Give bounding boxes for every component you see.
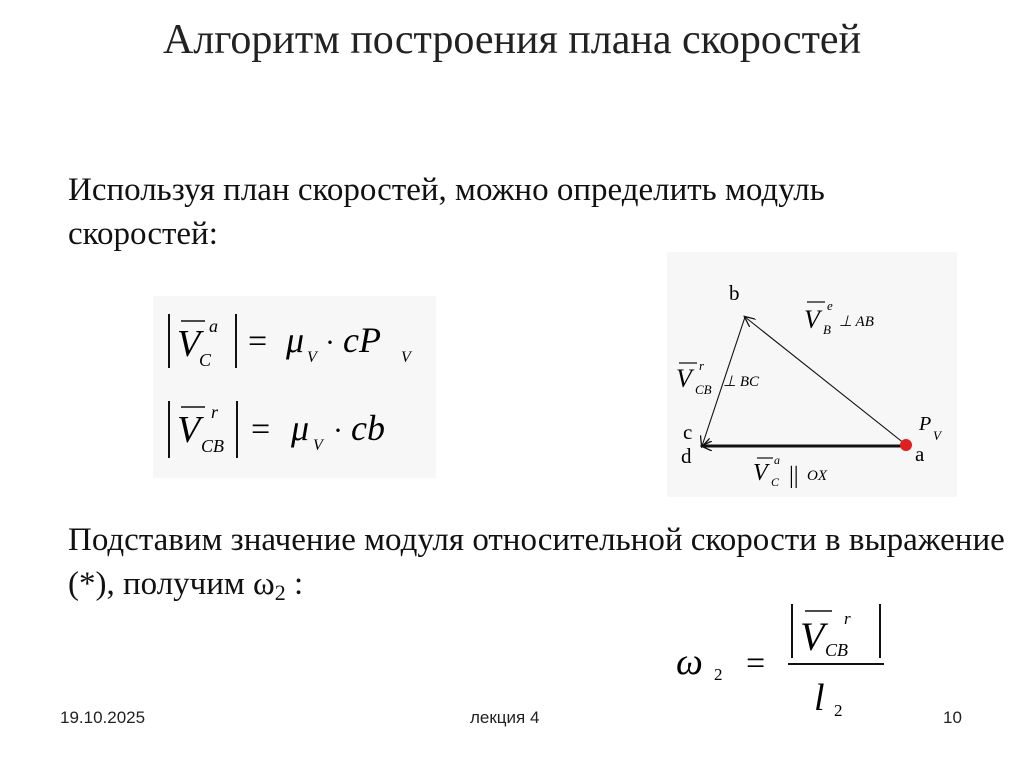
label-d: d <box>681 444 692 468</box>
formula-2-rhs: cb <box>351 408 385 448</box>
paragraph-substitute-text: Подставим значение модуля относительной скорости в выражение (*), получим ω <box>68 522 1005 602</box>
vcb-v: V <box>676 364 692 393</box>
omega-subscript: 2 <box>274 580 286 605</box>
omega-den-sub: 2 <box>834 701 843 720</box>
formula-1-v: V <box>177 323 201 365</box>
formula-panel <box>153 296 436 478</box>
vb-v: V <box>804 305 820 334</box>
formula-2 <box>169 401 385 458</box>
vc-sub: C <box>771 475 780 489</box>
slide-title: Алгоритм построения плана скоростей <box>162 17 862 63</box>
omega-lhs-sub: 2 <box>714 665 723 684</box>
formula-svg <box>153 296 436 478</box>
vb-sup: e <box>827 298 833 313</box>
pv-point <box>900 439 912 451</box>
vcb-sub: CB <box>695 382 712 397</box>
vc-par: || <box>789 463 799 489</box>
vc-v: V <box>753 460 768 486</box>
vb-sub: B <box>823 322 831 337</box>
omega-eq: = <box>746 645 766 682</box>
omega-den: l <box>814 677 825 719</box>
formula-2-mu-sub: V <box>313 437 323 454</box>
velocity-plan-diagram <box>667 252 957 497</box>
formula-2-v: V <box>177 409 201 451</box>
omega-v: V <box>800 614 825 659</box>
omega-formula <box>672 598 902 723</box>
formula-2-dot: · <box>333 414 343 447</box>
vcb-perp: ⊥ BC <box>723 374 759 390</box>
label-pv-sub: V <box>933 428 941 443</box>
paragraph-intro: Используя план скоростей, можно определить модуль скоростей: <box>68 172 825 252</box>
formula-2-sup: r <box>211 402 219 422</box>
formula-1-eq: = <box>248 323 268 360</box>
omega-sup: r <box>844 609 851 628</box>
label-vb <box>804 298 874 337</box>
paragraph-substitute-end: : <box>285 566 304 602</box>
diagram-svg <box>667 252 957 497</box>
formula-1-rhs-sub: V <box>401 349 411 366</box>
footer-date: 19.10.2025 <box>60 708 146 727</box>
formula-2-eq: = <box>251 411 271 448</box>
formula-2-sub: CB <box>201 436 225 456</box>
label-vc <box>753 453 828 489</box>
label-b: b <box>729 281 740 305</box>
vc-axis: OX <box>807 468 827 484</box>
label-pv: P <box>919 413 932 435</box>
label-vcb <box>676 358 760 397</box>
vcb-sup: r <box>699 358 705 373</box>
label-c: c <box>683 420 693 444</box>
formula-2-mu: μ <box>291 408 310 448</box>
formula-1 <box>169 314 413 370</box>
footer-lecture: лекция 4 <box>470 708 540 727</box>
formula-1-sub: C <box>199 350 212 370</box>
label-a: a <box>915 442 925 466</box>
formula-1-mu-sub: V <box>307 349 317 366</box>
vb-perp: ⊥ AB <box>839 314 874 330</box>
omega-svg <box>672 598 902 723</box>
formula-1-sup: a <box>209 316 218 336</box>
vc-sup: a <box>774 453 780 467</box>
omega-lhs: ω <box>676 641 703 683</box>
formula-1-mu: μ <box>286 320 305 360</box>
formula-1-dot: · <box>325 326 335 359</box>
footer-page-number: 10 <box>943 708 962 727</box>
formula-1-rhs: cP <box>343 320 381 360</box>
omega-sub: CB <box>825 640 849 660</box>
